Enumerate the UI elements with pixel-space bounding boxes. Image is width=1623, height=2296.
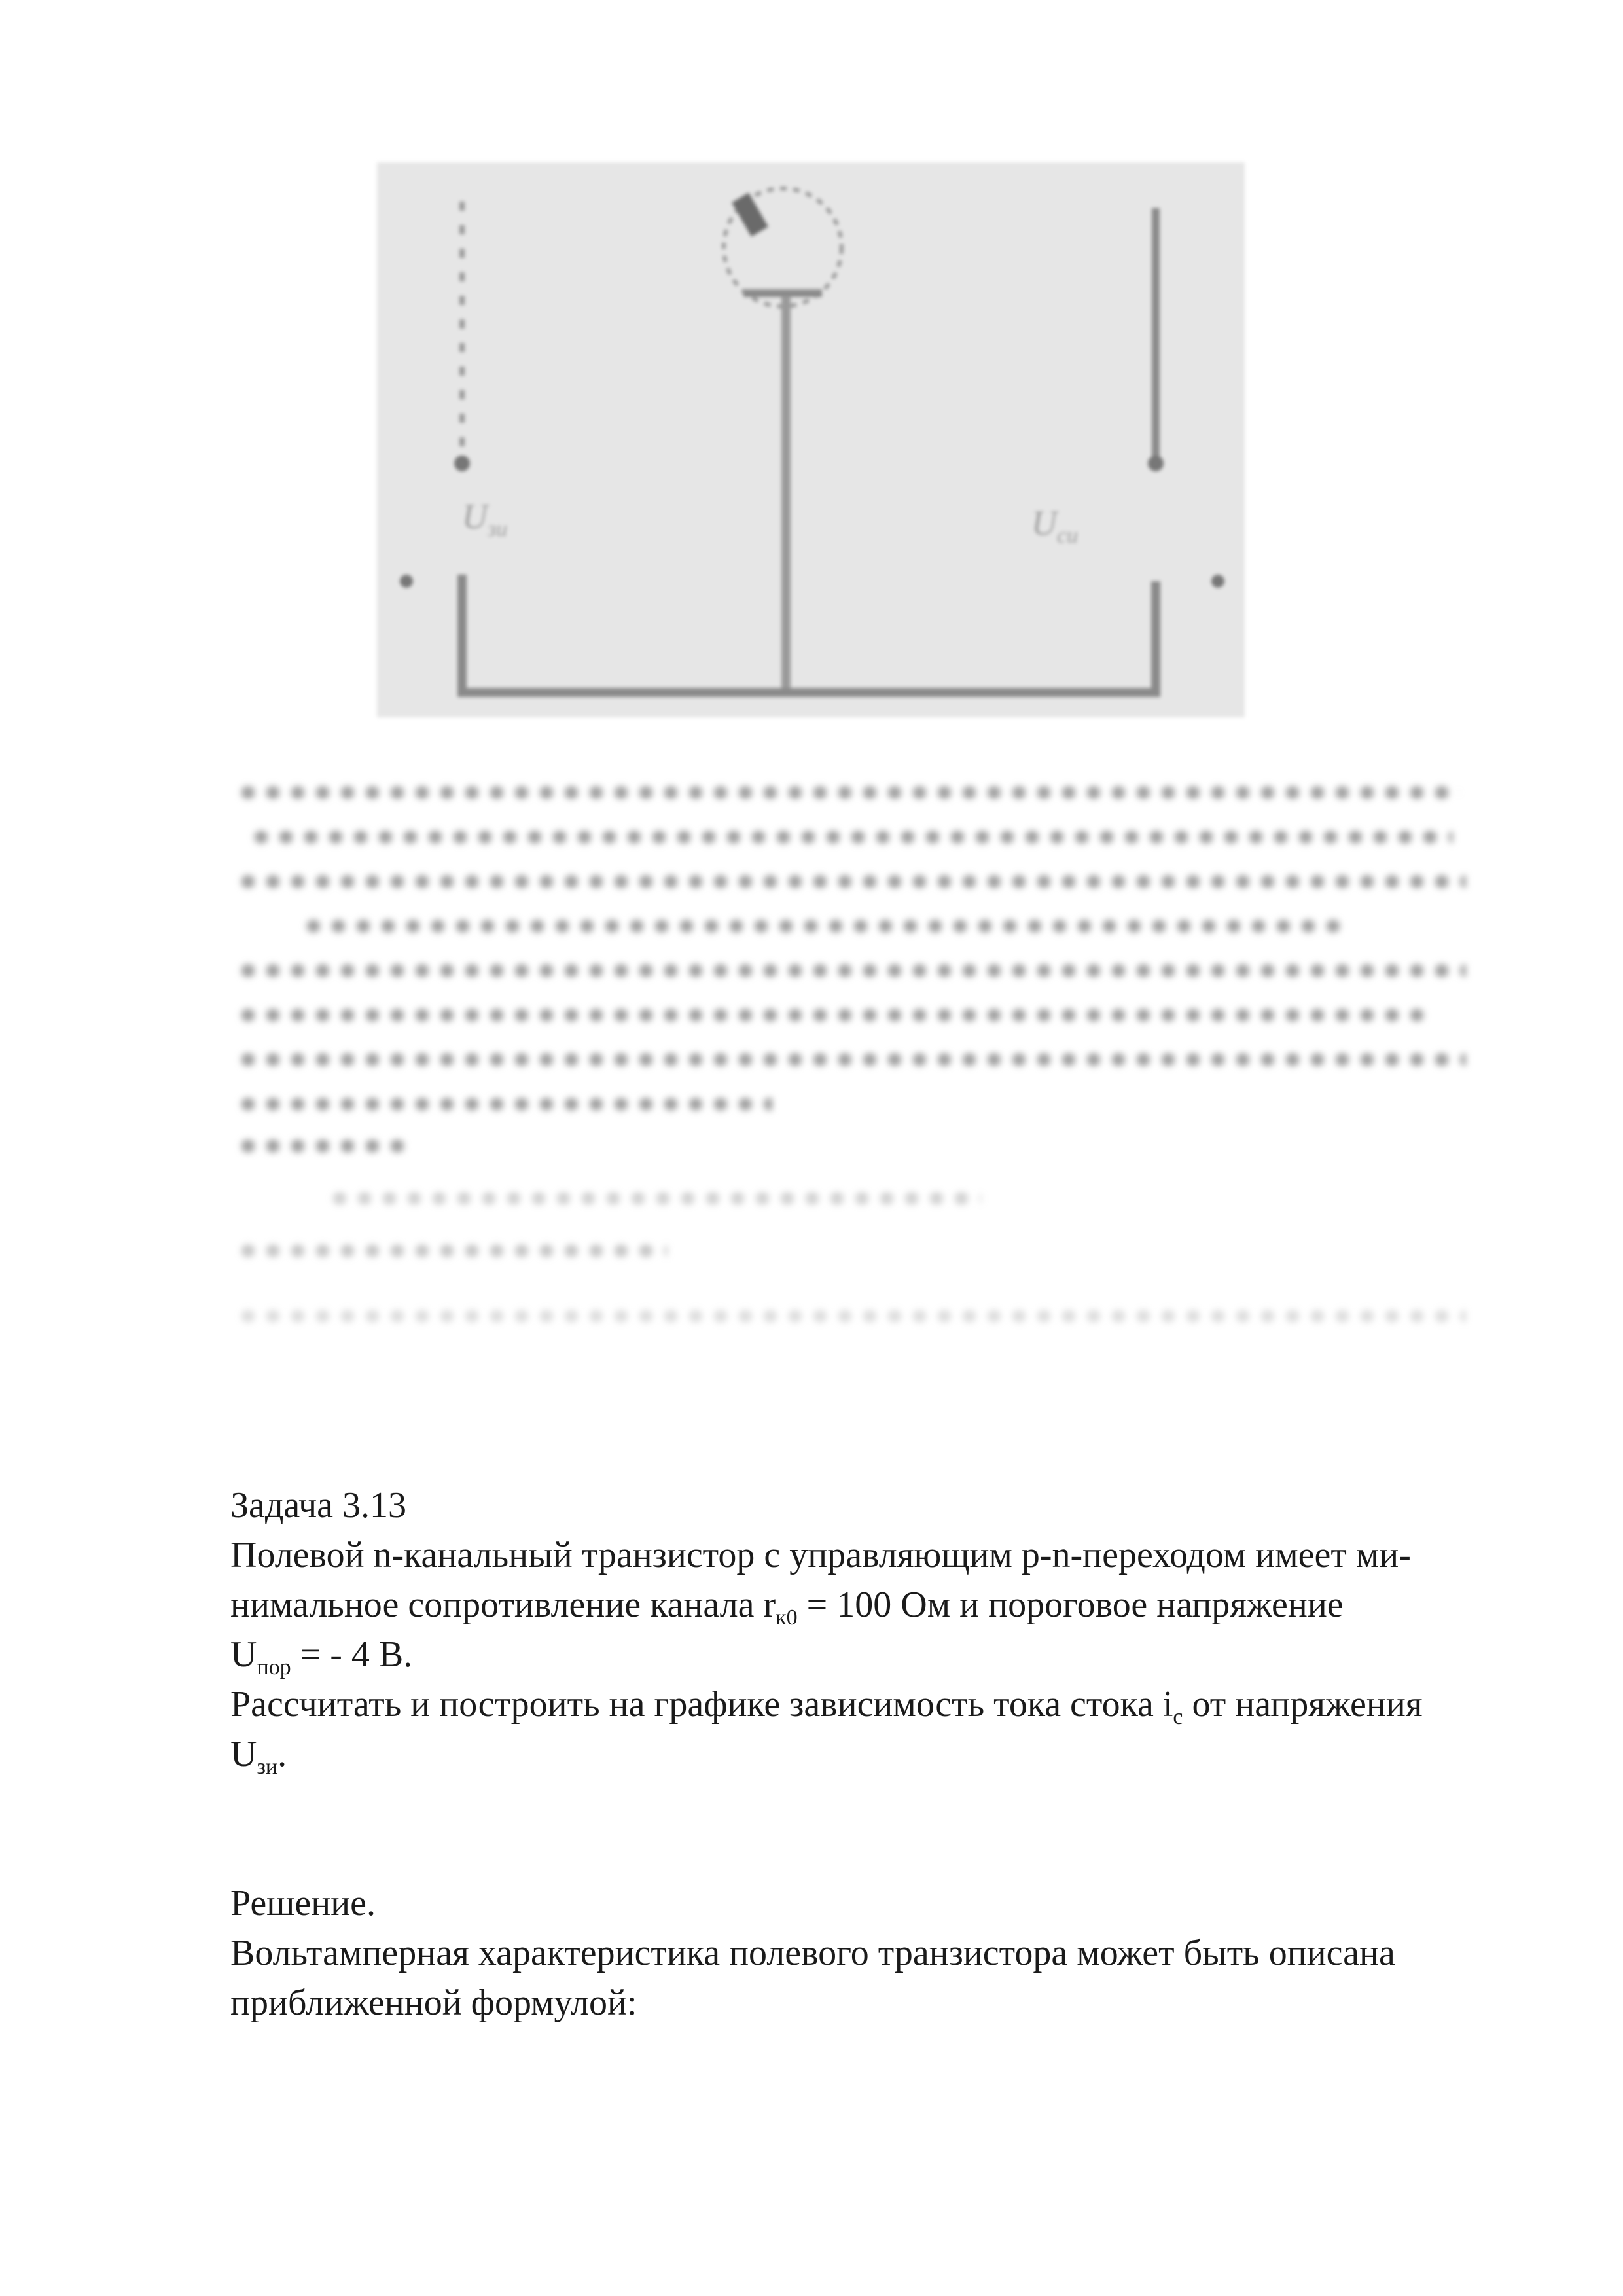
gate-voltage-label: $U_{зи}$: [462, 497, 508, 541]
left-terminal: [454, 456, 470, 471]
circuit-schematic: [377, 162, 1245, 717]
blurred-line: [236, 1052, 1466, 1067]
solution-line-1: Вольтамперная характеристика полевого транзистора может быть описана: [230, 1933, 1395, 1973]
blurred-line: [236, 1309, 1466, 1323]
task-line-3: $U_{пор}$ = - 4 В.: [230, 1634, 413, 1680]
circuit-diagram: [377, 162, 1245, 717]
bottom-bus: [462, 575, 1156, 692]
blurred-line: [236, 874, 1466, 889]
left-plus-terminal: [400, 575, 413, 588]
blurred-paragraph: [236, 772, 1466, 1361]
right-terminal: [1148, 456, 1164, 471]
task-line-4: Рассчитать и построить на графике зависимость тока стока $i_с$ от напряжения: [230, 1684, 1423, 1730]
blurred-line: [301, 919, 1348, 933]
drain-voltage-label: $U_{си}$: [1031, 503, 1079, 548]
right-plus-terminal: [1211, 575, 1224, 588]
task-block: [230, 1480, 1474, 1779]
blurred-line: [236, 963, 1466, 978]
blurred-line: [236, 1244, 668, 1258]
blurred-line: [249, 830, 1453, 844]
blurred-line: [236, 1008, 1433, 1022]
task-line-2: нимальное сопротивление канала $r_{к0} = 100$ Ом и пороговое напряжение: [230, 1585, 1344, 1630]
solution-block: [230, 1878, 1474, 2028]
blurred-line: [236, 785, 1459, 800]
blurred-line: [236, 1097, 772, 1111]
blurred-line: [327, 1191, 982, 1206]
task-line-5: $U_{зи}$.: [230, 1734, 287, 1780]
solution-line-2: приближенной формулой:: [230, 1982, 637, 2023]
transistor-gate-mark: [732, 193, 768, 237]
task-title: Задача 3.13: [230, 1485, 407, 1526]
task-line-1: Полевой n-канальный транзистор с управляющим p-n-переходом имеет ми-: [230, 1535, 1411, 1575]
blurred-line: [236, 1139, 406, 1153]
solution-heading: Решение.: [230, 1883, 376, 1924]
